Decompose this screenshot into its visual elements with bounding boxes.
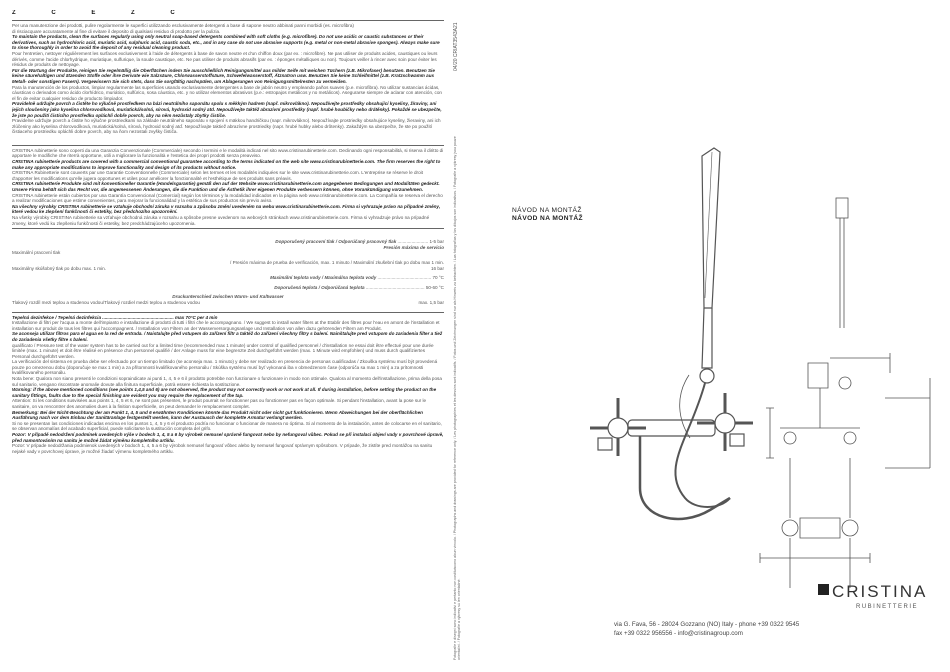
installation-paragraph: Warning: if the above mentioned conditions (see points 1,4,5 and 6) are not observed, the product may not correctly work or not work at all. If during installation, before setting the product on the sanitary fittings, faults due to the special finishing are evident you may require the replacement of the tap. bbox=[12, 387, 437, 398]
logo-square-icon bbox=[818, 584, 829, 595]
divider bbox=[12, 228, 444, 229]
spec-label: Druckunterschied zwischen Warm- und Kaltwasser bbox=[172, 294, 284, 300]
lang-letter: Z bbox=[131, 10, 141, 16]
spec-value: 16 bar bbox=[430, 265, 444, 271]
side-note-text: Fotografie e disegni sono indicativi e pertanto non costituiscono alcun vincolo. / Photographs and drawings are provided for reference only. / Les photographies et les dessins sont indicatifs. / Fotos und Zeichnungen sind nur als Hinweis zu betrachten. / Las fotografías y los dibujos son indicativos. / Fotografie a výkresy jsou pouze orientační. / Fotografie a výkresy sú len orientačné. bbox=[453, 136, 462, 660]
warranty-paragraph: CRISTINA rubinetterie están cubiertos por una Garantía Convencional (Comercial) según los términos y la modalidad indicados en la página web www.cristinarubinetterie.com. La Compañía se reserva el derecho a realizar modificaciones que estime convenientes, para mejorar la funcionalidad y la estética de sus productos sin previo aviso. bbox=[12, 192, 443, 204]
spec-label: Presión máxima de servicio bbox=[383, 244, 444, 250]
side-note bbox=[453, 120, 467, 660]
installation-paragraph: qualificato / Pressure test of the water system has to be carried out for a limited time (recommended max 1 minute) under control of qualified personnel / d'installation ne essai doit être effectué pour une durée limitée (max. 1 minute) et doit être réalisé en présence d'un personnel qualifié / der Anlage muss für eine begrenzte Zeit durchgeführt werden (max. 1 Minute wird empfohlen) und muss durch qualifiziertes Personal durchgeführt werden. bbox=[12, 342, 434, 359]
maintenance-paragraph: Per una manutenzione dei prodotti, pulire regolarmente le superfici utilizzando esclusivamente detergenti a base di sapone neutro abbinati panni morbidi (es. microfibra) bbox=[12, 23, 354, 28]
lang-letter: E bbox=[91, 10, 102, 16]
maintenance-paragraph: Für die Wartung der Produkte, reinigen Sie regelmäßig die Oberflächen indem Sie ausschließlich Reinigungsmittel aus milder Seife mit weichen Tüchern (z.B. Mikrofaser) benutzen. Benutzen Sie keine säurehaltigen und ätzenden Stoffe oder ihre Derivate wie Salzsäure, Chlorwasserstoffsäure, Schwefelwasserstoff, Ätznatron usw. Benutzen Sie keine Schleifmittel (z.B. Kratzschwamm aus Metall- oder sonstigen Fasern). Vergewissern Sie sich stets, dass Sie sorgfältig nachspülen, um Ablagerungen von Reinigungsmittelresten zu vermeiden. bbox=[12, 67, 435, 84]
installation-paragraph: Pozor: V případě nedodržení podmínek uvedených výše v bodech 1, 4, 5 a 6 by výrobek nemusel správně fungovat nebo by nefungoval vůbec. Pokud se při instalaci objeví vady v povrchové úpravě, před namontováním na sanitu je možné žádat výměnu kompletního artiklu. bbox=[12, 432, 444, 443]
installation-paragraph: Tepelná dezinfekce / Tepelná dezinfekcia ........................................................ max 70°C per 4 min bbox=[12, 314, 218, 320]
warranty-paragraph: CRISTINA rubinetterie products are covered with a commercial conventional guarantee according to the terms indicated on the web site www.cristinarubinetterie.com. The firm reserves the right to make any appropriate modifications to improve functionality and design of its products without notice. bbox=[12, 159, 441, 170]
spec-label: Doporučená teplota / Odporúčaná teplota bbox=[274, 284, 365, 290]
warranty-paragraph: Na všetky výrobky CRISTINA rubinetterie sa vzťahuje obchodná záruka v rozsahu a spôsobe presne uvedenom na webových stránkach www.cristinarubinetterie.com. Firma si vyhradzuje právo na prípadné zmeny, ktoré vedú ku zlepšeniu funkčnosti či estetiky, bez predchádzajúceho upozornenia. bbox=[12, 215, 430, 226]
spec-label: Tlakový rozdíl mezi teplou a studenou vodou/Tlakový rozdiel medzi teplou a studenou vodou bbox=[12, 299, 200, 305]
maintenance-paragraph: To maintain the products, clean the surfaces regularly using only neutral soap-based detergents combined with soft cloths (e.g. microfibre). Do not use acidic or caustic substances or their derivatives, such as hydrochloric acid, muriatic acid, sulphuric acid, caustic soda, etc., and in any case do not use abrasive supports (e.g. metal or non-metal abrasive sponges). Always make sure to rinse thoroughly in order to avoid the deposit of any residual cleaning product. bbox=[12, 34, 440, 51]
maintenance-paragraph: Pour l'entretien, nettoyer régulièrement les surfaces exclusivement à l'aide de détergents à base de savon neutre et d'un chiffon doux (par ex. : microfibre). Ne pas utiliser de produits acides, caustiques ou leurs dérivés, comme l'acide chlorhydrique, muriatique, sulfurique, la soude caustique, etc. Ne pas utiliser de produits abrasifs (par ex. : éponges métalliques ou non). Toujours veiller à rincer avec soin pour éviter les résidus de produits de nettoyage. bbox=[12, 50, 438, 68]
maintenance-paragraph: Pravidelně udržujte povrch a čistěte ho výlučně prostředkem na bázi neutrálního saponátu spolu s měkkým hadrem (např. mikrovlákno). Nepoužívejte prostředky obsahující kyseliny, žíraviny, ani jejich sloučeniny jako kyselina chlorovodíková, muriatická/solná, sírová, hydroxid sodný atd. Nepoužívejte taktéž abrazivní prostředky (např. hrubé houbičky nebo drátěnky). Pokaždé se ubezpečte, že jste po použití čisticího prostředku opláchli dobře povrch, aby na něm nezůstaly zbytky čističe. bbox=[12, 101, 442, 118]
brand-subtitle: RUBINETTERIE bbox=[856, 604, 919, 610]
installation-paragraph: Installazione di filtri per l'acqua a monte dell'impianto e installazione di prodotti di tutti i filtri che le accompagnano. / We suggest to install water filters at the Etablir des filtres pour l'eau en amont de l'installation et installation sur produit de tous les filtres qui l'accompagnent. / Installation von Filtern an der Wasserversorgungsanlage und Installation von allen dazu gehörenden Filtern am Produkt. bbox=[12, 320, 440, 331]
spec-label: Maximální pracovní tlak bbox=[12, 250, 61, 256]
spec-label: Maximálny skúšobný tlak po dobu max. 1 min. bbox=[12, 265, 106, 271]
installation-paragraph: Nota bene: Qualora non siano presenti le condizioni sopraindicate ai punti 1, 4, 5 e 6 il prodotto potrebbe non funzionare o funzionare in modo non ottimale. Qualora al momento dell'installazione, prima della posa sul sanitario, vengano riscontrate anomalie dovute alla finitura superficiale, potrà essere richiesta la sostituzione. bbox=[12, 376, 442, 387]
installation-paragraph: Attention: Si les conditions susvisées aux points 1, 4, 5 et 6, ne sont pas présentes, le produit pourrait ne fonctionner pas ou fonctionner pas en façon optimale. Si pendant l'installation, avant la pose sur le sanitaire, on va rencontrer des anomalies dues à la finition superficielle, on peut demander le remplacement complet. bbox=[12, 398, 427, 410]
maintenance-section bbox=[12, 23, 444, 135]
spec-label: / Presión máxima de prueba de verificación, max. 1 minuto / Maximální zkušební tlak po dobu max 1 min. bbox=[230, 259, 444, 265]
title-line: NÁVOD NA MONTÁŽ bbox=[512, 215, 583, 222]
installation-notes bbox=[12, 315, 444, 455]
lang-letter: Č bbox=[51, 10, 62, 16]
installation-paragraph: Se aconseja utilizar filtros para el agua en la red de entrada. / Naistalujte před vstupem do zařízení filtr a taktéž do zařízení všechny filtry s balení. Nainštalujte pred vstupom do zariadenia filter a tiež do zariadenia všetky filtre s balení. bbox=[12, 331, 443, 342]
lang-letter: Č bbox=[170, 10, 181, 16]
technical-drawing bbox=[760, 198, 930, 588]
text-page bbox=[12, 10, 444, 670]
installation-paragraph: Bemerkung: Bei der Nicht-Beachtung der am Punkt 1, 4, 5 und 6 erwähnten Konditionen könnte das Produkt nicht oder nicht gut funktionieren. Wenn Abweichungen bei der oberflächlichen Ausführung nach vor dem Einbau der Sanitäranlage festgestellt werden, kann der Austausch der komplette Armatur verlangt werden. bbox=[12, 409, 423, 421]
spec-value: max. 1,5 bar bbox=[418, 299, 444, 305]
installation-paragraph: La verificación del sistema en prueba debe ser efectuado por un tiempo limitado (se aconseja max. 1 minuto) y debe ser realizado en presencia de personas cualificadas / Zkouška systému musí být provedená pouze po omezenou dobu (doporučuje se max 1 min) a za přítomnosti kvalifikovaného personálu / Skúška systému musí byť vykonaná iba v obmedzenom čase (odporúča sa max 1 min) a za prítomnosti kvalifikovaného personálu. bbox=[12, 359, 438, 376]
installation-paragraph: Pozor: V prípade nedodržania podmienok uvedených v bodoch 1, 4, 5 a 6 by výrobok nemusel fungovať vôbec alebo by nemusel fungovať správnym spôsobom. V prípade, že zistíte pred montážou na sanitu nejaké vady v povrchovej úprave, je možné žiadať výmenu kompletného artiklu. bbox=[12, 443, 433, 454]
warranty-paragraph: CRISTINA rubinetterie Produkte sind mit konventioneller Garantie (Handelsgarantie) gemäß den auf der Website www.cristinarubinetterie.com angegebenen Bedingungen und Modalitäten gedeckt. Unsere Firma behält sich das Recht vor, die angemessenen Änderungen, die die Funktion und die Ästhetik ihrer eigenen Produkte verbessern können, ohne Vorankündigung vorzunehmen. bbox=[12, 181, 440, 193]
divider bbox=[12, 312, 444, 313]
warranty-section bbox=[12, 148, 444, 226]
mixer-drawing bbox=[590, 393, 753, 519]
installation-paragraph: Si no se presentan las condiciones indicadas encima en los puntos 1, 4, 5 y 6 el producto podría no funcionar o funcionar de manera no óptima. Si al momento de la instalación, antes de colocarse en el sanitario, se observan anomalías del acabado superficial, puede solicitarse la sustitución completa del grifo. bbox=[12, 420, 442, 432]
warranty-paragraph: CRISTINA rubinetterie sono coperti da una Garanzia Convenzionale (Commerciale) secondo i termini e le modalità indicati nel sito www.cristinarubinetterie.com. Declinando ogni responsabilità, si riserva il diritto di apportare le modifiche che riterrà opportune, utili a migliorare la funzionalità e l'estetica dei propri prodotti senza preavviso. bbox=[12, 147, 444, 159]
spec-value: 1-5 bar bbox=[429, 239, 444, 245]
warranty-paragraph: Na všechny výrobky CRISTINA rubinetterie se vztahuje obchodní záruka v rozsahu a způsobu změní uvedeném na webu www.cristinarubinetterie.com. Firma si vyhrazuje právo na případné změny, které vedou ke zlepšení funkčnosti či estetiky, bez předchozího upozornění. bbox=[12, 203, 441, 215]
contact-line: fax +39 0322 956556 - info@cristinagroup.com bbox=[614, 630, 743, 637]
company-address bbox=[614, 620, 799, 638]
hand-shower-drawing bbox=[675, 148, 730, 507]
maintenance-paragraph: di risciacquare accuratamente al fine di evitare il deposito di qualsiasi residuo di prodotto per la pulizia. bbox=[12, 28, 221, 34]
document-code bbox=[453, 16, 463, 71]
product-drawing bbox=[490, 138, 940, 618]
spec-value: 50-60 °C bbox=[425, 284, 444, 290]
spec-label: Maximální teplota vody / Maximálna teplota vody bbox=[270, 275, 377, 281]
divider bbox=[12, 145, 444, 146]
divider bbox=[12, 20, 444, 21]
spec-label: Dopporučený pracovní tlak / Odporúčaný pracovný tlak bbox=[275, 239, 397, 245]
technical-specs: Dopporučený pracovní tlak / Odporúčaný pracovný tlak ........................ 1-5 bar Presión máxima de servicio Maximální pracovní tlak / Presión máxima de prueba de verificación, max. 1 minuto / Maximální zkušební tlak po dobu max 1 min. Maximálny skúšobný tlak po dobu max. 1 min. 16 bar Maximální teplota vody / Maximálna teplota vody .......................................... 70 °C Doporučená teplota / Odporúčaná teplota .............................................. 50-60 °C Druckunterschied zwischen Warm- und Kaltwasser Tlakový rozdíl mezi teplou a studenou vodou/Tlakový rozdiel medzi teplou a studenou vodou max. 1,5 bar bbox=[12, 239, 444, 305]
warranty-paragraph: CRISTINA Rubinetterie sont couverts par une Garantie Conventionnelle (Commerciale) selon les termes et les modalités indiquées sur le site www.cristinarubinetterie.com. L'entreprise se réserve le droit d'apporter les modifications qu'elle jugera opportunes et utiles pour améliorer la fonctionnalité et l'esthétique de ses produits sans préavis. bbox=[12, 170, 423, 181]
language-header bbox=[12, 10, 444, 18]
maintenance-paragraph: Para la manutención de los productos, limpiar regularmente las superficies usando exclusivamente detergentes a base de jabón neutro y empleando paños suaves (p.e. microfibra). No utilizar sustancias ácidas, cáusticas o derivados como ácido clorhídrico, muriático, sulfúrico, sosa cáustica, etc. y no utilizar elementos abrasivos (p.e.: estropajos metálicos y no metálicos). Asegurarse siempre de aclarar con atención, con el fin de evitar cualquier residuo de producto limpiador. bbox=[12, 84, 442, 101]
document-code-text: 04/20 CRIAT3543A21 bbox=[453, 22, 459, 71]
brand-name: CRISTINA bbox=[832, 582, 928, 601]
maintenance-paragraph: Pravidelne udržujte povrch a čistite ho výlučne prostriedkami na základe neutrálneho saponátu v spojení s mäkkou handričkou (napr. mikrovlákno). Nepoužívajte prostriedky obsahujúce kyseliny, žieraviny, ani ich zlúčeniny ako kyselina chlorovodíková, muriatická/solná, sírová, hydroxid sodný atď. Nepoužívajte taktiež abrazívne prostriedky (napr. hrubé hubky alebo drôtenky). Zakaždým sa ubezpečte, že ste po použití čistiaceho prostriedku opláchli dobre povrch, aby na ňom nezostali zvyšky čističa. bbox=[12, 118, 441, 135]
spec-value: 70 °C bbox=[432, 275, 444, 281]
title-line: NÁVOD NA MONTÁŽ bbox=[512, 207, 582, 214]
lang-letter: Z bbox=[12, 10, 22, 16]
address-line: via G. Fava, 56 - 28024 Gozzano (NO) Italy - phone +39 0322 9545 bbox=[614, 621, 800, 628]
